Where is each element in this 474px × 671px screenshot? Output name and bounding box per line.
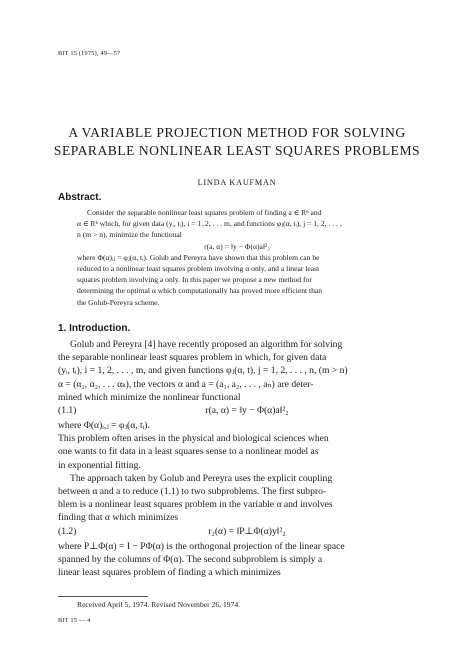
received-date-footnote: Received April 5, 1974. Revised November 26, 1974.: [77, 600, 241, 609]
body-line: blem is a nonlinear least squares problem in the variable α and involves: [58, 499, 333, 511]
abstract-line: squares problem involving a only. In this paper we propose a new method for: [77, 275, 312, 285]
equation-number: (1.1): [58, 405, 77, 417]
body-line: where Φ(α)ᵢ,ⱼ = φⱼ(α, tᵢ).: [58, 420, 150, 432]
footnote-divider: [58, 596, 148, 597]
paper-title: [40, 124, 434, 160]
body-line: in exponential fitting.: [58, 459, 141, 471]
body-line: finding that α which minimizes: [58, 512, 179, 524]
abstract-line: Consider the separable nonlinear least squares problem of finding a ∈ Rⁿ and: [87, 208, 322, 217]
body-line: spanned by the columns of Φ(α). The second subproblem is simply a: [58, 553, 323, 565]
body-line: α = (α₁, α₂, . . . αₖ), the vectors α and a = (a₁, a₂, . . . , aₙ) are deter-: [58, 378, 314, 390]
body-line: the separable nonlinear least squares problem in which, for given data: [58, 352, 327, 364]
equation-1-2: [58, 525, 418, 540]
abstract-line: determining the optimal α which computationally has proved more efficient than: [77, 286, 323, 296]
section-heading-introduction: 1. Introduction.: [58, 323, 131, 334]
introduction-body: [58, 338, 418, 579]
equation-body: r₂(α) = ‖P⊥Φ(α)y‖²₂: [208, 525, 286, 537]
abstract-line: n (m > n), minimize the functional: [77, 230, 182, 240]
equation-number: (1.2): [58, 525, 77, 537]
abstract-line: the Golub-Pereyra scheme.: [77, 297, 160, 307]
title-line-1: A VARIABLE PROJECTION METHOD FOR SOLVING: [68, 125, 406, 140]
body-line: mined which minimize the nonlinear functional: [58, 391, 241, 403]
body-line: (yᵢ, tᵢ), i = 1, 2, . . . , m, and given functions φⱼ(α, t), j = 1, 2, . . . , n, (m > n): [58, 365, 348, 377]
journal-reference: BIT 15 (1975), 49—57: [58, 50, 121, 57]
abstract-body: [77, 207, 397, 308]
page-footer: BIT 15 — 4: [58, 617, 91, 624]
abstract-line: α ∈ Rᵏ which, for given data (yᵢ, tᵢ), i = 1, 2, . . . m, and functions φⱼ(α, tᵢ), j = 1, 2, . . . ,: [77, 219, 342, 229]
title-line-2: SEPARABLE NONLINEAR LEAST SQUARES PROBLEMS: [53, 143, 421, 158]
author-name: LINDA KAUFMAN: [197, 178, 277, 187]
equation-body: r(a, α) = ‖y − Φ(α)a‖²₂: [205, 405, 289, 417]
body-line: between α and a to reduce (1.1) to two subproblems. The first subpro-: [58, 486, 327, 498]
body-line: one wants to fit data in a least squares sense to a nonlinear model as: [58, 446, 319, 458]
abstract-line: where Φ(α)ᵢⱼ = φⱼ(α, tᵢ). Golub and Pereyra have shown that this problem can be: [77, 252, 320, 262]
body-line: The approach taken by Golub and Pereyra uses the explicit coupling: [70, 472, 333, 484]
body-line: Golub and Pereyra [4] have recently proposed an algorithm for solving: [70, 339, 343, 350]
body-line: This problem often arises in the physical and biological sciences when: [58, 433, 329, 445]
body-line: linear least squares problem of finding a which minimizes: [58, 567, 281, 579]
abstract-line: reduced to a nonlinear least squares problem involving α only, and a linear least: [77, 264, 320, 274]
equation-1-1: [58, 404, 418, 419]
body-line: where P⊥Φ(α) = I − PΦ(α) is the orthogonal projection of the linear space: [58, 540, 345, 552]
abstract-heading: Abstract.: [58, 192, 102, 203]
abstract-formula: r(a, α) = ‖y − Φ(α)a‖²₂: [204, 241, 270, 251]
